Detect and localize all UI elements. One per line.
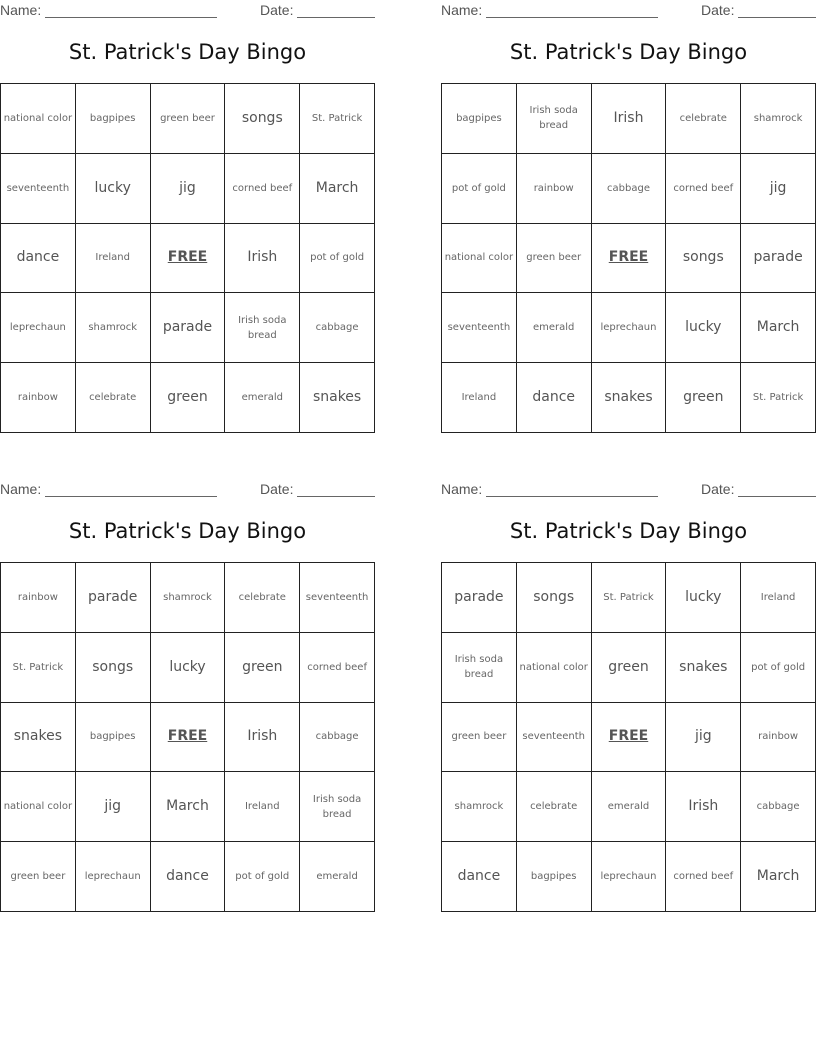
bingo-cell: dance	[442, 842, 517, 912]
bingo-cell: snakes	[1, 703, 76, 773]
bingo-cell: cabbage	[300, 703, 375, 773]
bingo-cell: Irish soda bread	[225, 293, 300, 363]
date-label: Date:	[701, 2, 735, 18]
bingo-cell: Irish	[225, 224, 300, 294]
bingo-cell: March	[151, 772, 226, 842]
bingo-cell: St. Patrick	[592, 563, 667, 633]
bingo-cell: Irish soda bread	[300, 772, 375, 842]
bingo-cell: green beer	[1, 842, 76, 912]
bingo-grid	[441, 83, 816, 433]
bingo-cell: rainbow	[741, 703, 816, 773]
card-title: St. Patrick's Day Bingo	[68, 40, 307, 64]
bingo-cell: dance	[517, 363, 592, 433]
bingo-cell: bagpipes	[442, 84, 517, 154]
card-title: St. Patrick's Day Bingo	[509, 519, 748, 543]
bingo-cell: rainbow	[1, 563, 76, 633]
bingo-cell: green	[592, 633, 667, 703]
free-space: FREE	[151, 703, 226, 773]
date-blank	[297, 496, 375, 497]
bingo-cell: dance	[151, 842, 226, 912]
bingo-cell: green beer	[151, 84, 226, 154]
bingo-cell: songs	[517, 563, 592, 633]
bingo-cell: parade	[151, 293, 226, 363]
free-space: FREE	[592, 224, 667, 294]
bingo-cell: March	[741, 842, 816, 912]
bingo-cell: parade	[442, 563, 517, 633]
bingo-grid	[0, 562, 375, 912]
bingo-cell: St. Patrick	[741, 363, 816, 433]
bingo-cell: songs	[666, 224, 741, 294]
bingo-cell: parade	[741, 224, 816, 294]
bingo-cell: national color	[442, 224, 517, 294]
name-label: Name:	[0, 2, 42, 18]
bingo-cell: corned beef	[300, 633, 375, 703]
name-date-line	[0, 479, 375, 499]
bingo-cell: lucky	[666, 563, 741, 633]
bingo-grid	[0, 83, 375, 433]
bingo-cell: Irish	[666, 772, 741, 842]
bingo-cell: shamrock	[442, 772, 517, 842]
bingo-cell: green beer	[517, 224, 592, 294]
bingo-cell: emerald	[592, 772, 667, 842]
card-title: St. Patrick's Day Bingo	[68, 519, 307, 543]
bingo-cell: emerald	[300, 842, 375, 912]
bingo-cell: cabbage	[741, 772, 816, 842]
bingo-cell: pot of gold	[225, 842, 300, 912]
bingo-cell: seventeenth	[1, 154, 76, 224]
bingo-cell: Irish	[225, 703, 300, 773]
bingo-cell: cabbage	[592, 154, 667, 224]
bingo-cell: Irish	[592, 84, 667, 154]
bingo-cell: corned beef	[666, 154, 741, 224]
bingo-cell: green	[666, 363, 741, 433]
bingo-cell: St. Patrick	[1, 633, 76, 703]
name-label: Name:	[0, 481, 42, 497]
bingo-cell: bagpipes	[517, 842, 592, 912]
date-blank	[738, 17, 816, 18]
name-blank	[45, 496, 217, 497]
date-label: Date:	[260, 481, 294, 497]
bingo-cell: shamrock	[741, 84, 816, 154]
bingo-cell: shamrock	[76, 293, 151, 363]
bingo-cell: jig	[666, 703, 741, 773]
bingo-card	[0, 0, 375, 406]
bingo-cell: Ireland	[225, 772, 300, 842]
bingo-cell: snakes	[666, 633, 741, 703]
bingo-cell: celebrate	[225, 563, 300, 633]
date-blank	[297, 17, 375, 18]
bingo-cell: national color	[517, 633, 592, 703]
bingo-cell: dance	[1, 224, 76, 294]
bingo-cell: leprechaun	[1, 293, 76, 363]
bingo-cell: emerald	[517, 293, 592, 363]
bingo-cell: shamrock	[151, 563, 226, 633]
bingo-cell: leprechaun	[592, 842, 667, 912]
name-date-line	[0, 0, 375, 20]
bingo-cell: lucky	[151, 633, 226, 703]
bingo-cell: green	[151, 363, 226, 433]
bingo-cell: March	[300, 154, 375, 224]
bingo-cell: seventeenth	[442, 293, 517, 363]
bingo-cell: lucky	[76, 154, 151, 224]
bingo-card	[441, 0, 816, 406]
bingo-cell: seventeenth	[300, 563, 375, 633]
bingo-cell: celebrate	[666, 84, 741, 154]
bingo-cell: Ireland	[741, 563, 816, 633]
bingo-cell: jig	[741, 154, 816, 224]
bingo-cell: snakes	[300, 363, 375, 433]
name-date-line	[441, 479, 816, 499]
bingo-grid	[441, 562, 816, 912]
date-label: Date:	[701, 481, 735, 497]
bingo-card	[441, 479, 816, 885]
bingo-cell: bagpipes	[76, 84, 151, 154]
bingo-cell: pot of gold	[741, 633, 816, 703]
bingo-cell: Irish soda bread	[517, 84, 592, 154]
bingo-cell: jig	[76, 772, 151, 842]
bingo-cell: St. Patrick	[300, 84, 375, 154]
name-label: Name:	[441, 481, 483, 497]
date-blank	[738, 496, 816, 497]
bingo-cell: bagpipes	[76, 703, 151, 773]
bingo-cell: green	[225, 633, 300, 703]
name-date-line	[441, 0, 816, 20]
name-blank	[486, 496, 658, 497]
bingo-cell: songs	[225, 84, 300, 154]
bingo-cell: jig	[151, 154, 226, 224]
card-title: St. Patrick's Day Bingo	[509, 40, 748, 64]
bingo-cell: parade	[76, 563, 151, 633]
bingo-cell: celebrate	[517, 772, 592, 842]
bingo-cell: Irish soda bread	[442, 633, 517, 703]
name-label: Name:	[441, 2, 483, 18]
bingo-cell: cabbage	[300, 293, 375, 363]
bingo-cell: snakes	[592, 363, 667, 433]
bingo-cell: songs	[76, 633, 151, 703]
name-blank	[486, 17, 658, 18]
bingo-cell: lucky	[666, 293, 741, 363]
bingo-cell: Ireland	[442, 363, 517, 433]
bingo-cell: March	[741, 293, 816, 363]
bingo-cell: rainbow	[1, 363, 76, 433]
bingo-cell: leprechaun	[76, 842, 151, 912]
bingo-cell: pot of gold	[300, 224, 375, 294]
bingo-cell: seventeenth	[517, 703, 592, 773]
bingo-cell: corned beef	[225, 154, 300, 224]
bingo-cell: corned beef	[666, 842, 741, 912]
free-space: FREE	[592, 703, 667, 773]
bingo-cell: national color	[1, 84, 76, 154]
bingo-cell: rainbow	[517, 154, 592, 224]
name-blank	[45, 17, 217, 18]
bingo-card	[0, 479, 375, 885]
date-label: Date:	[260, 2, 294, 18]
free-space: FREE	[151, 224, 226, 294]
bingo-cell: celebrate	[76, 363, 151, 433]
bingo-cell: leprechaun	[592, 293, 667, 363]
bingo-cell: national color	[1, 772, 76, 842]
bingo-cell: Ireland	[76, 224, 151, 294]
bingo-cell: green beer	[442, 703, 517, 773]
bingo-cell: emerald	[225, 363, 300, 433]
bingo-cell: pot of gold	[442, 154, 517, 224]
